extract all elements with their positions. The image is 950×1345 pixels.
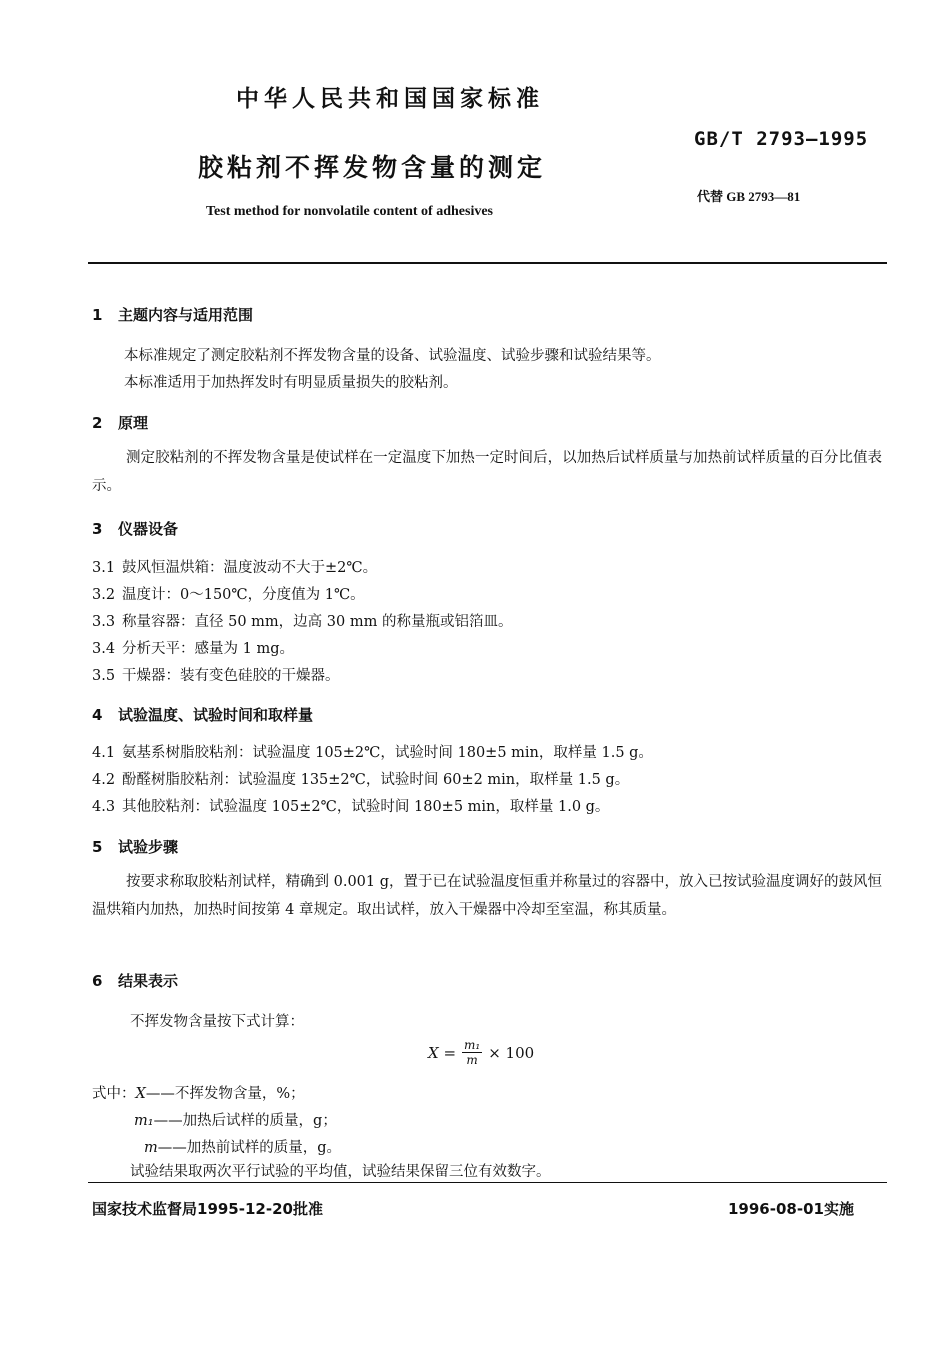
section-4-heading — [92, 704, 313, 725]
list-item — [92, 664, 340, 685]
section-2-heading — [92, 412, 148, 433]
where-description: ——加热后试样的质量，g； — [153, 1113, 337, 1129]
section-number: 2 — [92, 414, 103, 432]
item-number: 3.4 — [92, 641, 116, 657]
formula-numerator: m₁ — [464, 1038, 481, 1052]
formula-fraction — [462, 1038, 482, 1067]
list-item — [92, 583, 365, 604]
where-clause — [134, 1109, 337, 1130]
section-2-paragraph: 测定胶粘剂的不挥发物含量是使试样在一定温度下加热一定时间后，以加热后试样质量与加热前试样质量的百分比值表示。 — [92, 450, 882, 494]
item-number: 4.1 — [92, 745, 116, 761]
where-description: ——加热前试样的质量，g。 — [157, 1140, 342, 1156]
item-number: 3.2 — [92, 587, 116, 603]
where-label: 式中： — [92, 1086, 136, 1102]
formula-intro: 不挥发物含量按下式计算： — [130, 1014, 304, 1030]
item-text: 温度计：0～150℃，分度值为 1℃。 — [122, 587, 365, 603]
section-title: 试验温度、试验时间和取样量 — [118, 706, 314, 724]
replaces-note: 代替 GB 2793—81 — [697, 189, 801, 204]
item-number: 3.1 — [92, 560, 116, 576]
section-6-heading — [92, 970, 178, 991]
formula-denominator: m — [466, 1053, 478, 1067]
document-title: 胶粘剂不挥发物含量的测定 — [198, 153, 547, 182]
section-title: 主题内容与适用范围 — [118, 306, 254, 324]
where-symbol: m₁ — [134, 1113, 154, 1129]
section-title: 原理 — [118, 414, 149, 432]
list-item — [92, 556, 377, 577]
where-clause — [144, 1136, 341, 1157]
section-number: 5 — [92, 838, 103, 856]
item-number: 3.3 — [92, 614, 116, 630]
list-item — [92, 741, 653, 762]
section-title: 仪器设备 — [118, 520, 179, 538]
where-symbol: m — [144, 1140, 158, 1156]
section-1-paragraph-1: 本标准规定了测定胶粘剂不挥发物含量的设备、试验温度、试验步骤和试验结果等。 — [124, 348, 661, 364]
list-item — [92, 795, 609, 816]
section-1-heading — [92, 304, 253, 325]
section-1-paragraph-2: 本标准适用于加热挥发时有明显质量损失的胶粘剂。 — [124, 375, 458, 391]
section-number: 4 — [92, 706, 103, 724]
list-item — [92, 768, 629, 789]
section-number: 1 — [92, 306, 103, 324]
where-symbol: X — [135, 1086, 146, 1102]
formula — [428, 1038, 534, 1067]
national-standard-heading: 中华人民共和国国家标准 — [236, 86, 544, 112]
section-5-heading — [92, 836, 178, 857]
item-text: 氨基系树脂胶粘剂：试验温度 105±2℃，试验时间 180±5 min，取样量 1.5 g。 — [122, 745, 653, 761]
standard-code: GB/T 2793—1995 — [694, 128, 869, 150]
where-description: ——不挥发物含量，%； — [145, 1086, 305, 1102]
section-title: 试验步骤 — [118, 838, 179, 856]
section-5-paragraph: 按要求称取胶粘剂试样，精确到 0.001 g，置于已在试验温度恒重并称量过的容器中，放入已按试验温度调好的鼓风恒温烘箱内加热，加热时间按第 4 章规定。取出试样，放入干燥器中冷却至室温，称其质量。 — [92, 874, 883, 918]
footer-divider — [88, 1182, 887, 1183]
item-number: 3.5 — [92, 668, 116, 684]
formula-lhs: X = — [428, 1043, 457, 1062]
item-text: 分析天平：感量为 1 mg。 — [122, 641, 294, 657]
where-clause — [92, 1082, 305, 1103]
item-text: 鼓风恒温烘箱：温度波动不大于±2℃。 — [122, 560, 378, 576]
implementation-date: 1996-08-01实施 — [728, 1200, 854, 1218]
section-title: 结果表示 — [118, 972, 179, 990]
approval-date: 国家技术监督局1995-12-20批准 — [92, 1200, 323, 1218]
list-item — [92, 610, 512, 631]
section-number: 3 — [92, 520, 103, 538]
formula-rhs: × 100 — [488, 1043, 535, 1062]
item-text: 称量容器：直径 50 mm，边高 30 mm 的称量瓶或铝箔皿。 — [122, 614, 513, 630]
section-3-heading — [92, 518, 178, 539]
english-title: Test method for nonvolatile content of adhesives — [206, 204, 493, 219]
item-number: 4.3 — [92, 799, 116, 815]
item-text: 其他胶粘剂：试验温度 105±2℃，试验时间 180±5 min，取样量 1.0 g。 — [122, 799, 610, 815]
section-number: 6 — [92, 972, 103, 990]
item-number: 4.2 — [92, 772, 116, 788]
item-text: 酚醛树脂胶粘剂：试验温度 135±2℃，试验时间 60±2 min，取样量 1.5 g。 — [122, 772, 630, 788]
header-divider — [88, 262, 887, 264]
list-item — [92, 637, 294, 658]
closing-note: 试验结果取两次平行试验的平均值，试验结果保留三位有效数字。 — [130, 1164, 551, 1180]
item-text: 干燥器：装有变色硅胶的干燥器。 — [122, 668, 340, 684]
